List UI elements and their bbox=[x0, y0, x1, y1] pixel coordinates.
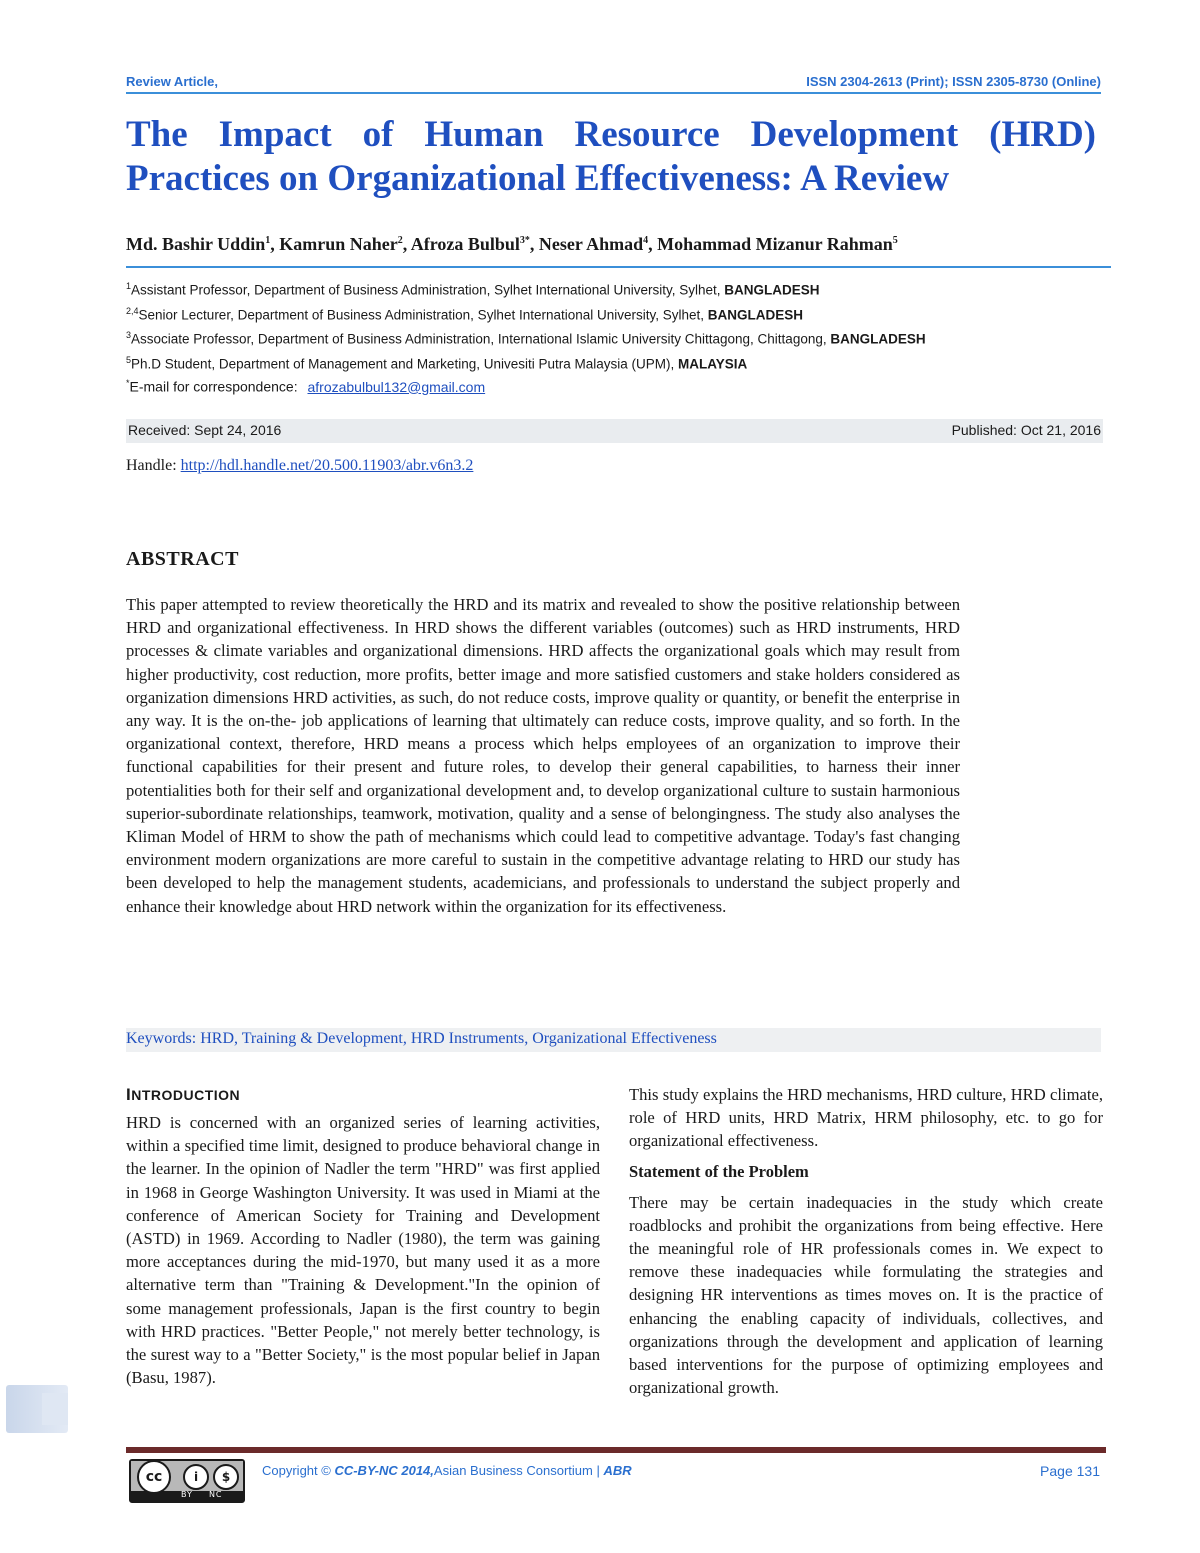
author-affil: 3* bbox=[519, 235, 530, 246]
handle-label: Handle: bbox=[126, 457, 177, 474]
page-side-tab bbox=[6, 1385, 68, 1433]
handle bbox=[126, 457, 473, 475]
handle-link[interactable]: http://hdl.handle.net/20.500.11903/abr.v6n3.2 bbox=[180, 457, 474, 474]
noncommercial-icon: $ bbox=[213, 1464, 239, 1490]
affiliation-line: $^{2,4}$Senior Lecturer, Department of Business Administration, Sylhet International University, Sylhet, BANGLADESH bbox=[126, 305, 804, 322]
author-affil: 5 bbox=[892, 235, 898, 246]
dates-bar bbox=[126, 419, 1103, 443]
journal-abbrev: ABR bbox=[603, 1463, 632, 1478]
license-text: CC-BY-NC 2014, bbox=[334, 1463, 434, 1478]
author-affil: 1 bbox=[265, 235, 271, 246]
affiliation-line: $^3$Associate Professor, Department of Business Administration, International Islamic University Chittagong, Chittagong, BANGLADESH bbox=[126, 330, 926, 347]
article-type: Review Article, bbox=[126, 74, 219, 89]
problem-heading: Statement of the Problem bbox=[629, 1161, 809, 1181]
email-link[interactable]: afrozabulbul132@gmail.com bbox=[307, 378, 486, 395]
title-line-2: Practices on Organizational Effectiveness: A Review bbox=[126, 158, 950, 199]
abstract-heading: ABSTRACT bbox=[126, 548, 239, 570]
right-column bbox=[629, 1083, 1103, 1399]
footer-divider bbox=[126, 1447, 1106, 1453]
author-name: Neser Ahmad bbox=[538, 234, 644, 254]
author-affil: 4 bbox=[643, 235, 649, 246]
author-list: Md. Bashir Uddin$^1$, Kamrun Naher$^2$, Afroza Bulbul$^{3*}$, Neser Ahmad$^4$, Mohammad Mizanur Rahman$^5$ bbox=[126, 234, 898, 254]
running-header bbox=[126, 72, 1101, 94]
correspondence: *E-mail for correspondence: afrozabulbul132@gmail.com bbox=[126, 378, 486, 395]
published-date: Published: Oct 21, 2016 bbox=[951, 422, 1101, 438]
author-name: Afroza Bulbul bbox=[410, 234, 520, 254]
author-divider bbox=[126, 266, 1111, 268]
attribution-icon: i bbox=[183, 1464, 209, 1490]
author-affil: 2 bbox=[397, 235, 403, 246]
author-name: Mohammad Mizanur Rahman bbox=[657, 234, 893, 254]
affiliation-line: $^1$Assistant Professor, Department of Business Administration, Sylhet International University, Sylhet, BANGLADESH bbox=[126, 281, 820, 298]
correspondence-label: E-mail for correspondence: bbox=[129, 378, 298, 395]
page-number: Page 131 bbox=[1040, 1463, 1100, 1479]
keywords: Keywords: HRD, Training & Development, HRD Instruments, Organizational Effectiveness bbox=[126, 1028, 1101, 1052]
title-line-1: The Impact of Human Resource Development (HRD) bbox=[126, 114, 1096, 155]
affiliation-line: $^5$Ph.D Student, Department of Management and Marketing, Univesiti Putra Malaysia (UPM), MALAYSIA bbox=[126, 354, 748, 371]
cc-license-badge[interactable] bbox=[129, 1459, 245, 1503]
problem-text: There may be certain inadequacies in the study which create roadblocks and prohibit the organizations from being effective. Here the meaningful role of HR professionals comes in. We expect to remove these inadequacies while formulating the strategies and designing HR interventions as times moves on. It is the practice of enhancing the enabling capacity of individuals, collectives, and organizations through the development and application of learning based interventions for the purpose of optimizing employees and organizational growth. bbox=[629, 1192, 1103, 1398]
issn: ISSN 2304-2613 (Print); ISSN 2305-8730 (Online) bbox=[806, 74, 1101, 89]
received-date: Received: Sept 24, 2016 bbox=[128, 422, 282, 438]
author-name: Md. Bashir Uddin bbox=[126, 234, 266, 254]
paper-title bbox=[126, 113, 1096, 201]
introduction-heading: INTRODUCTION bbox=[126, 1085, 241, 1104]
intro-continued: This study explains the HRD mechanisms, HRD culture, HRD climate, role of HRD units, HRD Matrix, HRM philosophy, etc. to go for organizational effectiveness. bbox=[629, 1085, 1103, 1151]
author-name: Kamrun Naher bbox=[279, 234, 398, 254]
introduction-text: HRD is concerned with an organized series of learning activities, within a specified time limit, designed to produce behavioral change in the learner. In the opinion of Nadler the term "HRD" was first applied in 1968 in George Washington University. It was used in Miami at the conference of American Society for Training and Development (ASTD) in 1969. According to Nadler (1980), the term was gaining more acceptances during the mid-1970, but many used it as a more alternative term than "Training & Development."In the opinion of some management professionals, Japan is the first country to begin with HRD practices. "Better People," not merely better technology, is the surest way to a "Better Society," is the most popular belief in Japan (Basu, 1987). bbox=[126, 1113, 600, 1388]
footer-copyright: Copyright © CC-BY-NC 2014,Asian Business Consortium | ABR bbox=[262, 1463, 632, 1478]
cc-labels: BY NC bbox=[181, 1490, 223, 1499]
affiliations bbox=[126, 276, 1111, 374]
left-column bbox=[126, 1085, 600, 1389]
abstract-text: This paper attempted to review theoretically the HRD and its matrix and revealed to show the positive relationship between HRD and organizational effectiveness. In HRD shows the different variables (outcomes) such as HRD instruments, HRD processes & climate variables and organizational dimensions. HRD affects the organizational goals which may result from higher productivity, cost reduction, more profits, better image and more satisfied customers and stake holders considered as organization dimensions HRD activities, as such, do not reduce costs, improve quality or quantity, or benefit the enterprise in any way. It is the on-the- job applications of learning that ultimately can reduce costs, improve quality, and so forth. In the organizational context, therefore, HRD means a process which helps employees of an organization to improve their functional capabilities for their present and future roles, to develop their general capabilities, to harness their inner potentialities both for their self and organizational development and, to develop organizational culture to sustain harmonious superior-subordinate relationships, teamwork, motivation, quality and a sense of belongingness. The study also analyses the Kliman Model of HRM to show the path of mechanisms which could lead to competitive advantage. Today's fast changing environment modern organizations are more careful to sustain in the competitive advantage relating to HRD our study has been developed to help the management students, academicians, and professionals to understand the subject properly and enhance their knowledge about HRD network within the organization for its effectiveness. bbox=[126, 595, 960, 916]
cc-icon: cc bbox=[137, 1460, 171, 1494]
